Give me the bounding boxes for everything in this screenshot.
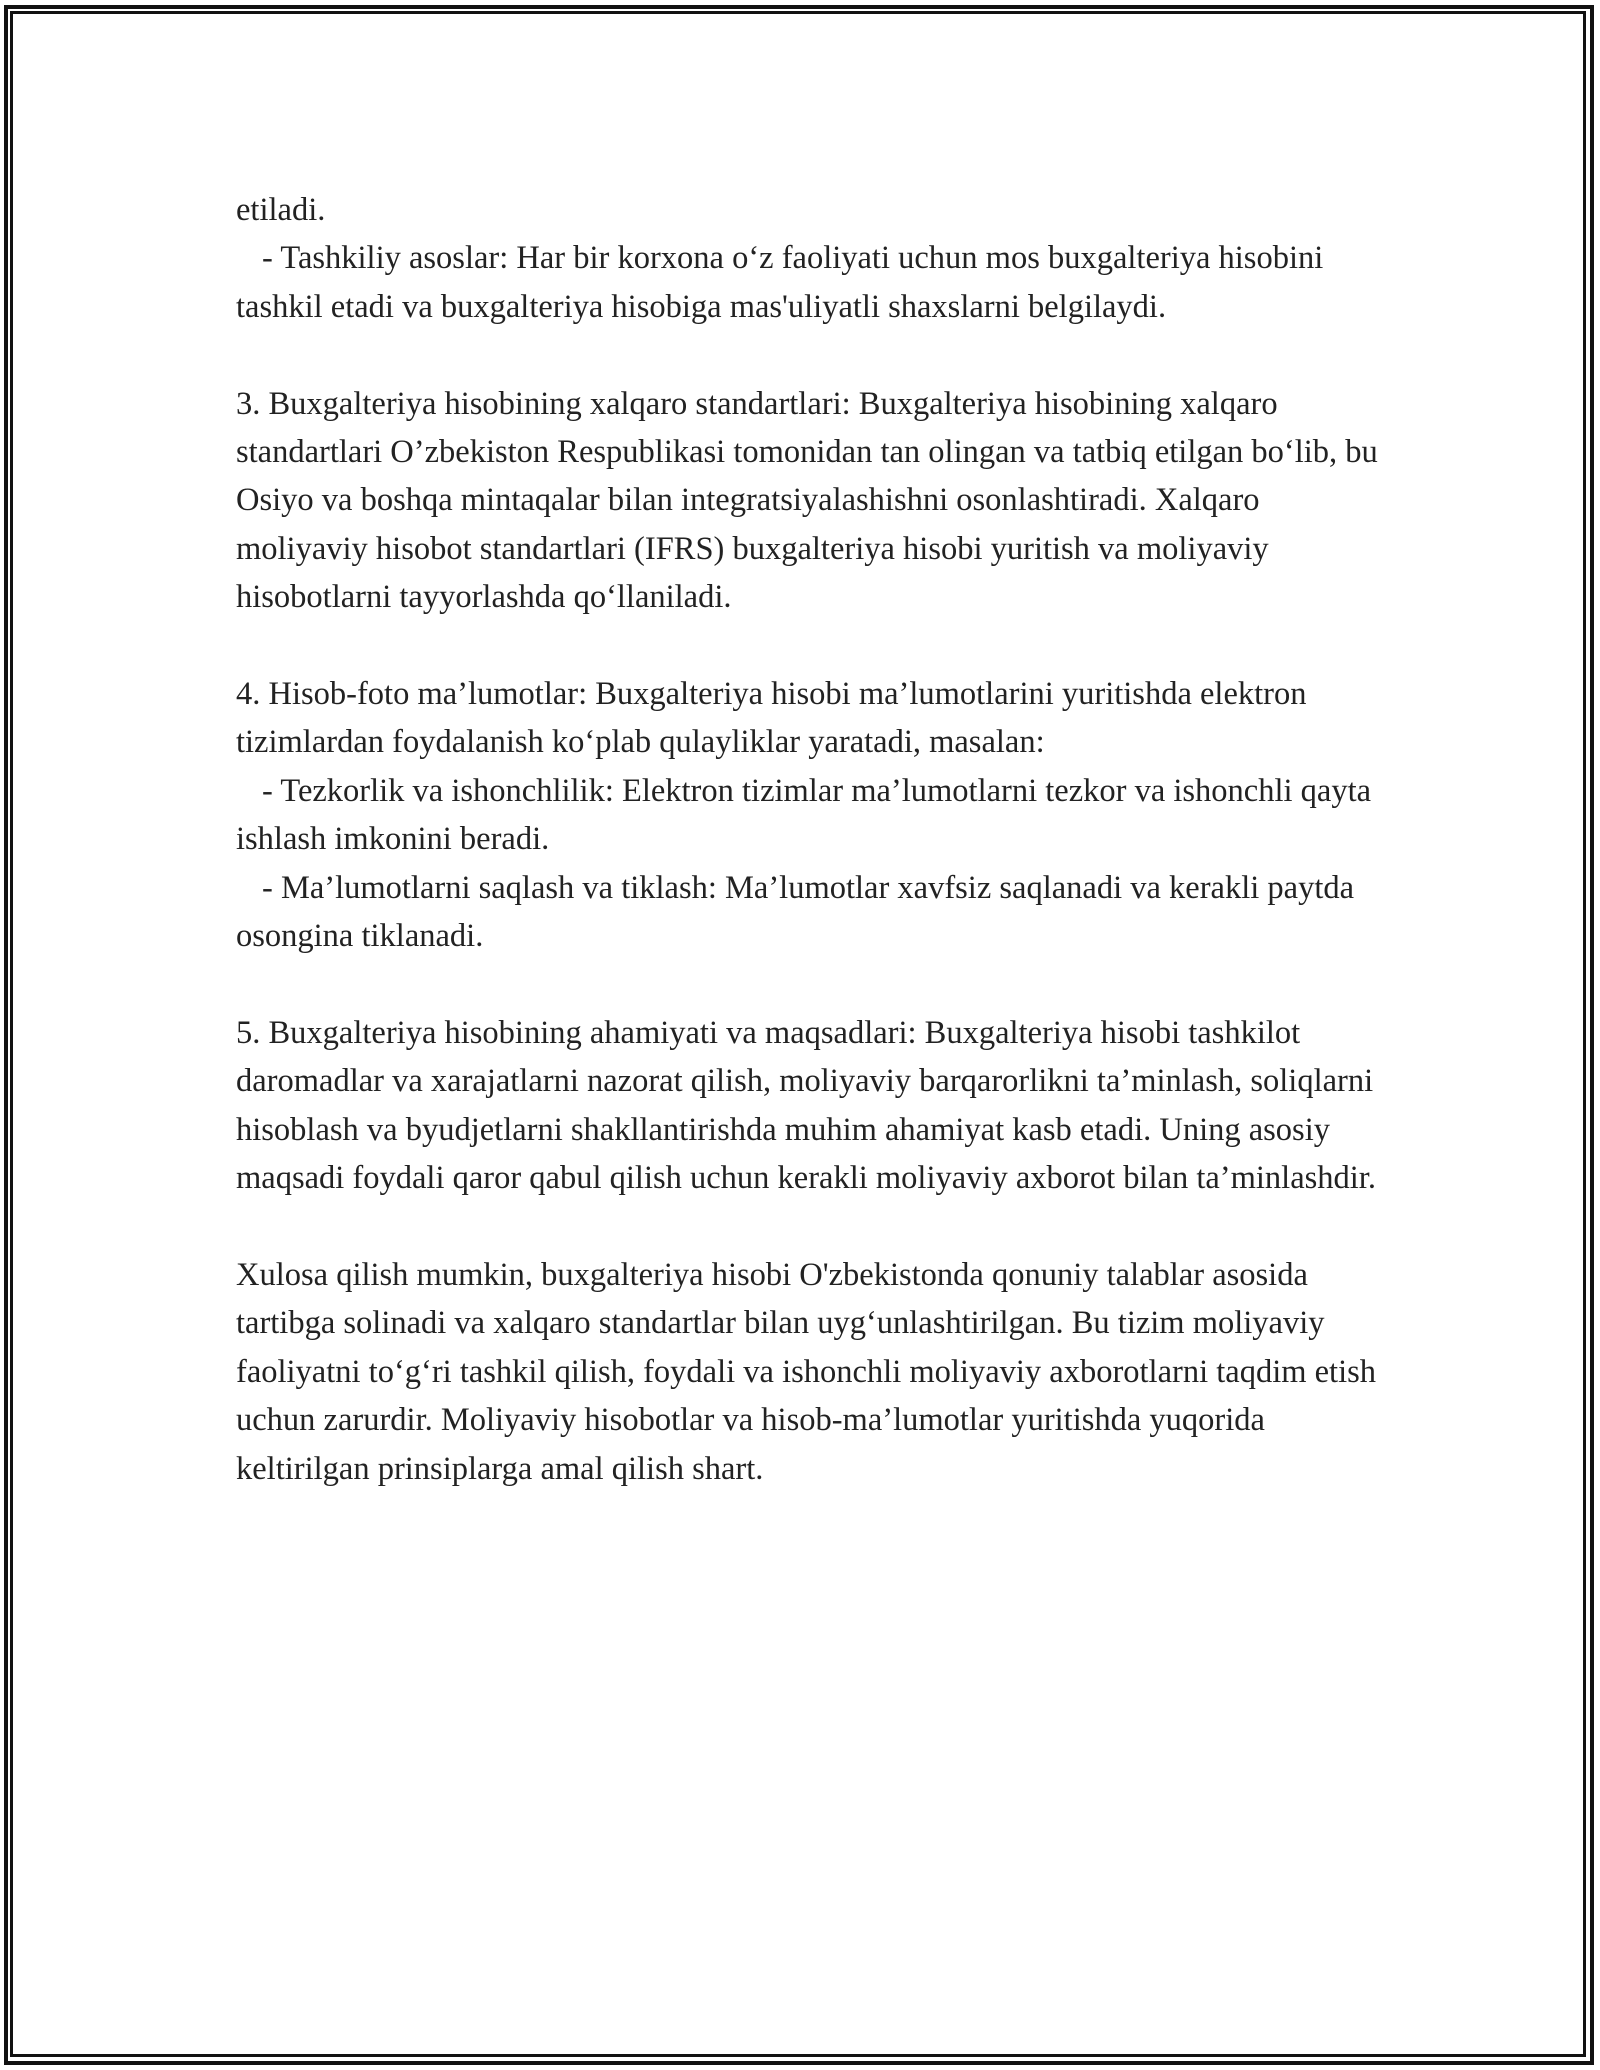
bullet-tezkorlik: - Tezkorlik va ishonchlilik: Elektron tizimlar ma’lumotlarni tezkor va ishonchli qayta ishlash imkonini beradi. (236, 772, 1372, 858)
bullet-tashkiliy-asoslar: - Tashkiliy asoslar: Har bir korxona o‘z faoliyati uchun mos buxgalteriya hisobini tashkil etadi va buxgalteriya hisobiga mas'uliyatli shaxslarni belgilaydi. (236, 240, 1324, 325)
paragraph-gap (236, 331, 1386, 379)
paragraph-section-4: 4. Hisob-foto ma’lumotlar: Buxgalteriya hisobi ma’lumotlarini yuritishda elektron tizimlardan foydalanish ko‘plab qulayliklar yaratadi, masalan: (236, 676, 1307, 761)
document-body (236, 186, 1386, 1493)
paragraph-gap (236, 622, 1386, 670)
paragraph-gap (236, 960, 1386, 1008)
paragraph-section-5: 5. Buxgalteriya hisobining ahamiyati va maqsadlari: Buxgalteriya hisobi tashkilot daromadlar va xarajatlarni nazorat qilish, moliyaviy barqarorlikni ta’minlash, soliqlarni hisoblash va byudjetlarni shakllantirishda muhim ahamiyat kasb etadi. Uning asosiy maqsadi foydali qaror qabul qilish uchun kerakli moliyaviy axborot bilan ta’minlashdir. (236, 1014, 1376, 1197)
bullet-saqlash: - Ma’lumotlarni saqlash va tiklash: Ma’lumotlar xavfsiz saqlanadi va kerakli paytda osongina tiklanadi. (236, 869, 1355, 955)
paragraph-continuation: etiladi. (236, 192, 326, 228)
paragraph-conclusion: Xulosa qilish mumkin, buxgalteriya hisobi O'zbekistonda qonuniy talablar asosida tartibga solinadi va xalqaro standartlar bilan uyg‘unlashtirilgan. Bu tizim moliyaviy faoliyatni to‘g‘ri tashkil qilish, foydali va ishonchli moliyaviy axborotlarni taqdim etish uchun zarurdir. Moliyaviy hisobotlar va hisob-ma’lumotlar yuritishda yuqorida keltirilgan prinsiplarga amal qilish shart. (236, 1256, 1377, 1487)
paragraph-section-3: 3. Buxgalteriya hisobining xalqaro standartlari: Buxgalteriya hisobining xalqaro standartlari O’zbekiston Respublikasi tomonidan tan olingan va tatbiq etilgan bo‘lib, bu Osiyo va boshqa mintaqalar bilan integratsiyalashishni osonlashtiradi. Xalqaro moliyaviy hisobot standartlari (IFRS) buxgalteriya hisobi yuritish va moliyaviy hisobotlarni tayyorlashda qo‘llaniladi. (236, 385, 1378, 616)
paragraph-gap (236, 1202, 1386, 1250)
